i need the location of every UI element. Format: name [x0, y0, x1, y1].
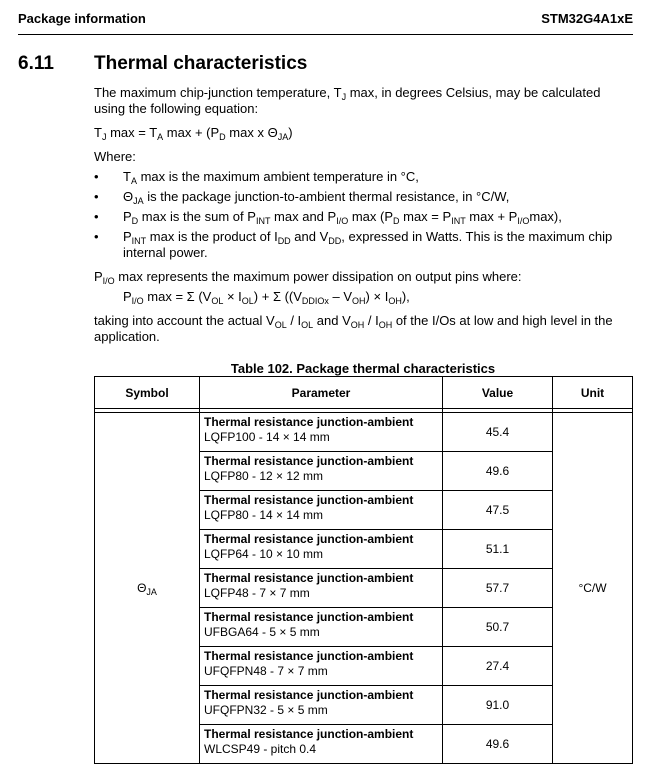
table-row	[95, 413, 633, 452]
value-cell: 50.7	[443, 608, 553, 647]
header-symbol: Symbol	[95, 377, 200, 409]
section-number: 6.11	[18, 53, 54, 74]
bullet-item: $T_A$ max is the maximum ambient temperature in °C,	[123, 169, 419, 186]
parameter-cell: Thermal resistance junction-ambient LQFP100 - 14 × 14 mm	[200, 413, 443, 452]
value-cell: 49.6	[443, 452, 553, 491]
symbol-cell: $\Theta_{JA}$	[95, 413, 200, 764]
thermal-characteristics-table	[94, 376, 633, 764]
pio-equation: $P_{I/O}$ max = Σ $(V_{OL} \times I_{OL}) + \Sigma$ $((V_{DDIOx} - V_{OH}) \times I_{OH})$,	[123, 289, 410, 306]
table-caption: Table 102. Package thermal characteristics	[230, 361, 496, 376]
bullet-marker: •	[94, 189, 99, 204]
section-title: Thermal characteristics	[94, 53, 308, 74]
value-cell: 49.6	[443, 725, 553, 764]
parameter-cell: Thermal resistance junction-ambient LQFP80 - 12 × 12 mm	[200, 452, 443, 491]
value-cell: 51.1	[443, 530, 553, 569]
value-cell: 57.7	[443, 569, 553, 608]
header-unit: Unit	[553, 377, 633, 409]
header-section-label: Package information	[18, 11, 146, 26]
header-divider	[18, 34, 633, 35]
parameter-cell: Thermal resistance junction-ambient LQFP80 - 14 × 14 mm	[200, 491, 443, 530]
pio-description: $P_{I/O}$ max represents the maximum power dissipation on output pins where:	[94, 269, 522, 286]
parameter-cell: Thermal resistance junction-ambient LQFP64 - 10 × 10 mm	[200, 530, 443, 569]
parameter-cell: Thermal resistance junction-ambient LQFP48 - 7 × 7 mm	[200, 569, 443, 608]
intro-paragraph: The maximum chip-junction temperature, $T_J$ max, in degrees Celsius, may be calculated using the following equation:	[94, 85, 601, 116]
bullet-marker: •	[94, 209, 99, 224]
value-cell: 27.4	[443, 647, 553, 686]
table-header-row	[95, 377, 633, 409]
parameter-cell: Thermal resistance junction-ambient WLCSP49 - pitch 0.4	[200, 725, 443, 764]
header-value: Value	[443, 377, 553, 409]
parameter-cell: Thermal resistance junction-ambient UFBGA64 - 5 × 5 mm	[200, 608, 443, 647]
value-cell: 45.4	[443, 413, 553, 452]
bullet-marker: •	[94, 169, 99, 184]
unit-cell: °C/W	[553, 413, 633, 764]
value-cell: 47.5	[443, 491, 553, 530]
bullet-marker: •	[94, 229, 99, 244]
bullet-item: $P_D$ max is the sum of $P_{INT}$ max and $P_{I/O}$ $\max (P_D$ $\max = P_{INT}$ $\max + P_{I/O}\max$),	[123, 209, 562, 226]
taking-into-account-paragraph: taking into account the actual $V_{OL} / I_{OL}$ and $V_{OH} / I_{OH}$ of the I/Os at low and high level in the application.	[94, 313, 613, 344]
header-device-name: STM32G4A1xE	[541, 11, 633, 26]
header-parameter: Parameter	[200, 377, 443, 409]
parameter-cell: Thermal resistance junction-ambient UFQFPN48 - 7 × 7 mm	[200, 647, 443, 686]
junction-temperature-equation: $T_J$ $\max = T_A$ $\max + (P_D$ max x $\Theta_{JA}$)	[94, 125, 293, 142]
bullet-item: $P_{INT}$ max is the product of $I_{DD}$ and $V_{DD}$, expressed in Watts. This is the maximum chip internal power.	[123, 229, 613, 260]
value-cell: 91.0	[443, 686, 553, 725]
where-label: Where:	[94, 149, 136, 164]
bullet-item: $\Theta_{JA}$ is the package junction-to-ambient thermal resistance, in °C/W,	[123, 189, 510, 206]
parameter-cell: Thermal resistance junction-ambient UFQFPN32 - 5 × 5 mm	[200, 686, 443, 725]
